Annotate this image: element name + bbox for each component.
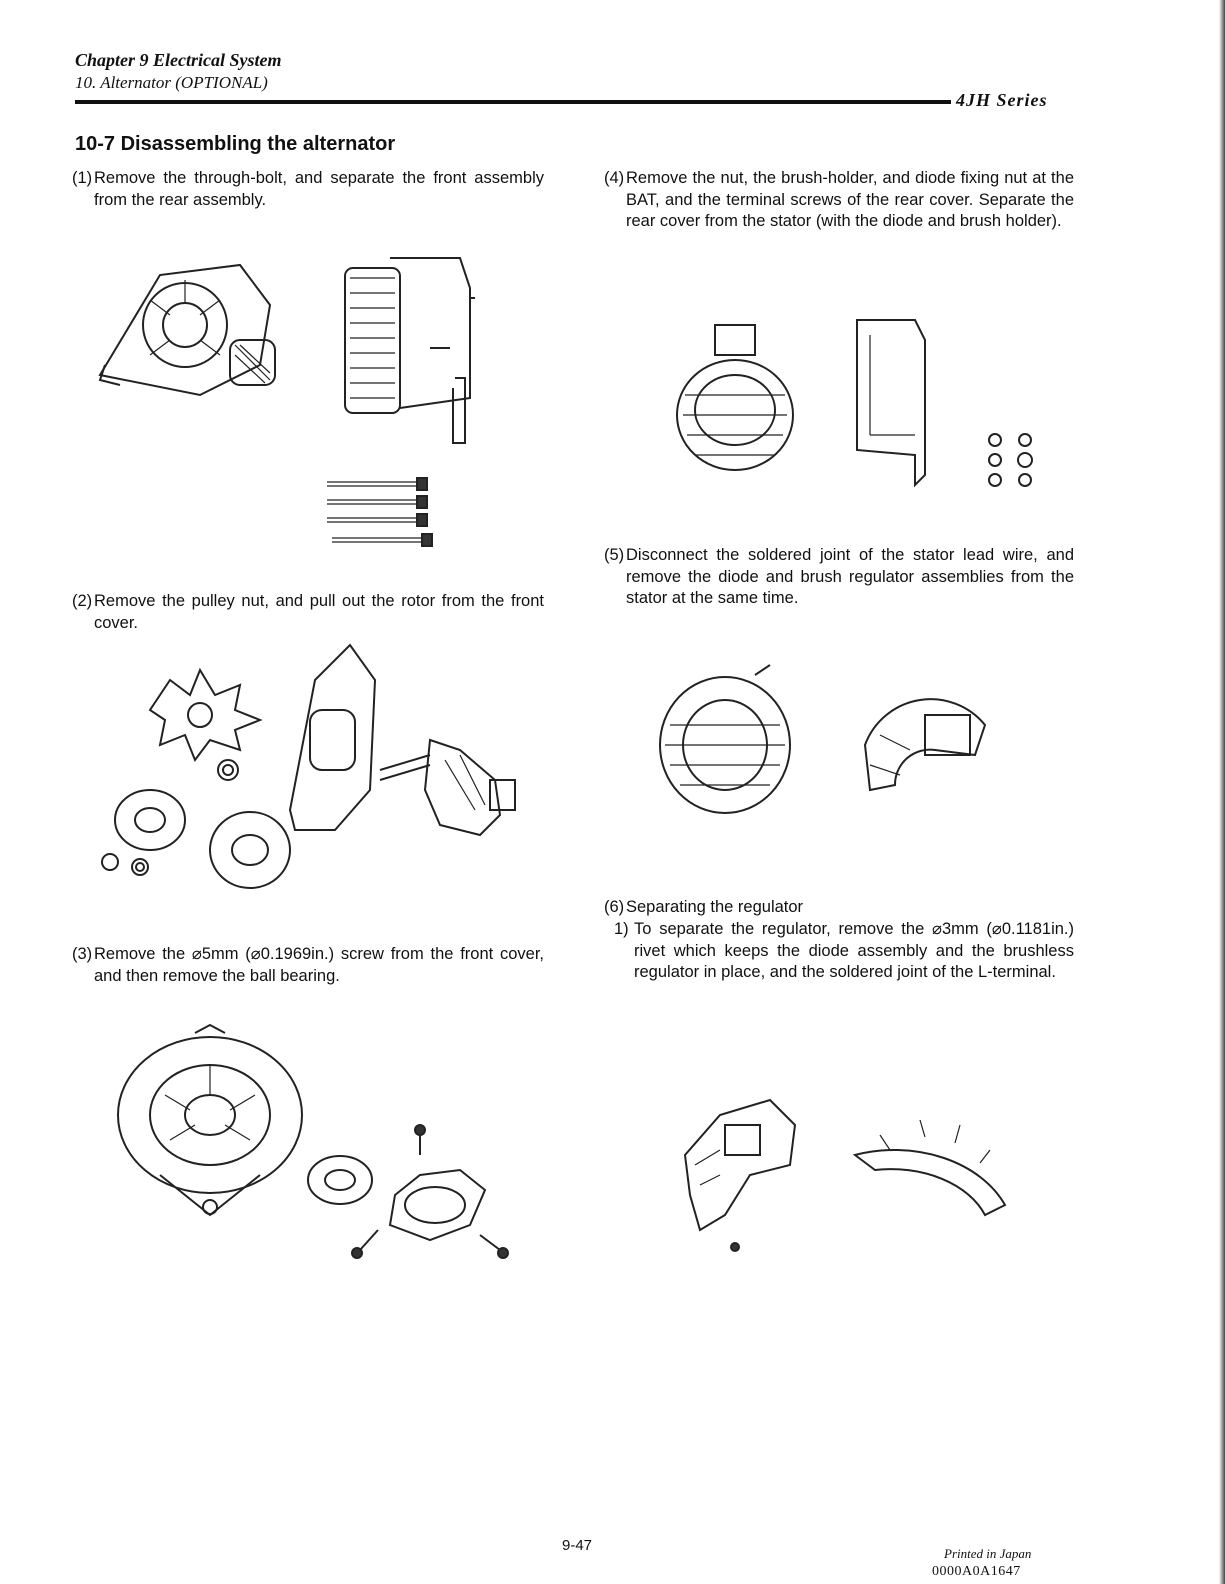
header-rule [75,100,951,104]
step-number: (4) [604,169,625,187]
rear-assembly-illustration [335,248,485,448]
regulator-and-diode-assembly-illustration [680,1095,1020,1255]
step-text: Remove the through-bolt, and separate the front assembly from the rear assembly. [94,169,544,209]
step-number: (3) [72,945,93,963]
step-1 [72,168,544,211]
step-text: Remove the nut, the brush-holder, and diode fixing nut at the BAT, and the terminal screws of the rear cover. Separate the rear cover from the stator (with the diode and brush holder). [626,169,1074,230]
document-code: 0000A0A1647 [932,1564,1021,1579]
subchapter-title: 10. Alternator (OPTIONAL) [75,73,268,92]
front-assembly-illustration [90,245,290,415]
stator-and-rear-cover-illustration [675,315,1075,495]
step-5 [604,545,1074,610]
step-2 [72,591,544,634]
step-6-1 [614,919,1074,984]
step-text: To separate the regulator, remove the ⌀3mm (⌀0.1181in.) rivet which keeps the diode assembly and the brushless regulator in place, and the soldered joint of the L-terminal. [634,920,1074,981]
page-edge-shadow [1219,0,1225,1584]
section-title: 10-7 Disassembling the alternator [75,133,396,155]
step-text: Separating the regulator [626,898,804,916]
through-bolts-illustration [322,470,442,550]
printed-in-japan: Printed in Japan [944,1546,1032,1561]
step-number: (6) [604,898,625,916]
step-3 [72,944,544,987]
step-number: (1) [72,169,93,187]
rotor-and-front-cover-illustration [100,640,530,890]
step-text: Disconnect the soldered joint of the stator lead wire, and remove the diode and brush regulator assemblies from the stator at the same time. [626,546,1074,607]
step-number: (2) [72,592,93,610]
step-number: (5) [604,546,625,564]
step-text: Remove the ⌀5mm (⌀0.1969in.) screw from the front cover, and then remove the ball bearing. [94,945,544,985]
series-label: 4JH Series [956,90,1048,110]
front-cover-and-bearing-illustration [110,1025,520,1265]
step-6 [604,897,1074,919]
page-number: 9-47 [562,1537,593,1554]
step-text: Remove the pulley nut, and pull out the rotor from the front cover. [94,592,544,632]
step-4 [604,168,1074,233]
chapter-title: Chapter 9 Electrical System [75,50,282,70]
stator-and-regulator-assemblies-illustration [655,665,1005,830]
step-number: 1) [614,920,629,938]
